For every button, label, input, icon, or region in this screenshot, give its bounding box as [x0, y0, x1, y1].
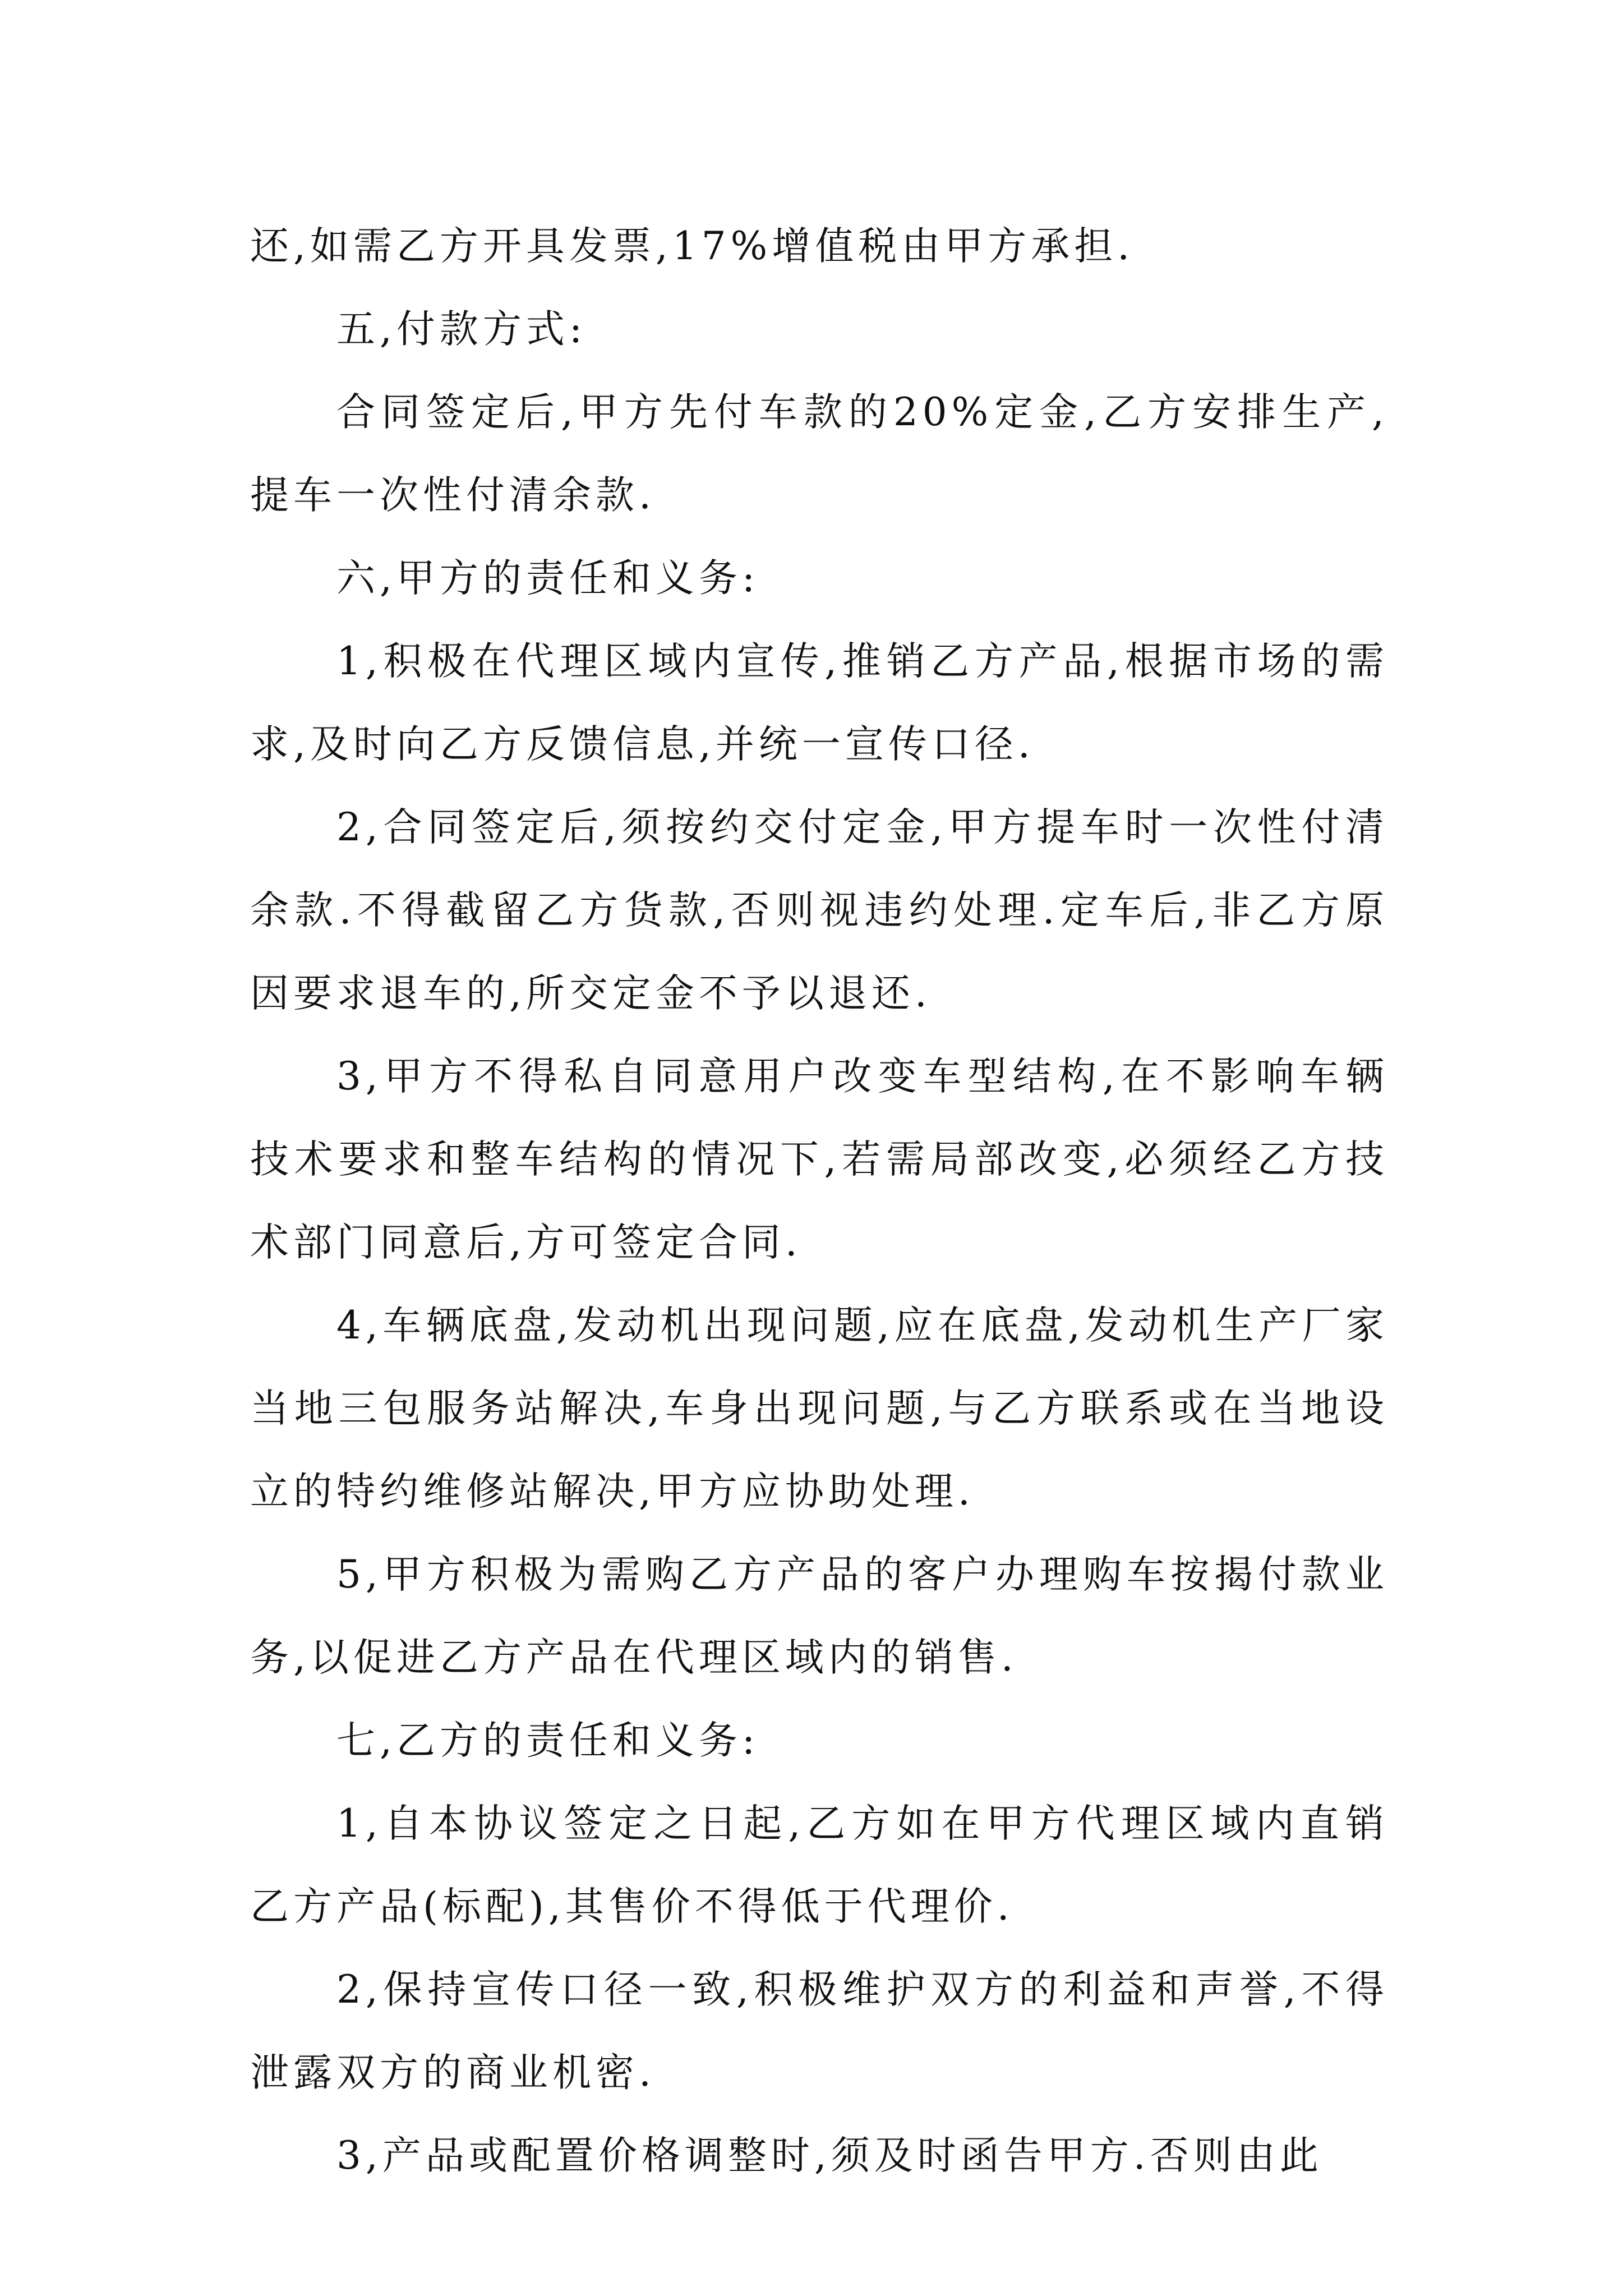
clause-a-4: 4,车辆底盘,发动机出现问题,应在底盘,发动机生产厂家当地三包服务站解决,车身出现问题,与乙方联系或在当地设立的特约维修站解决,甲方应协助处理.	[250, 1303, 1389, 1514]
section-heading-party-a: 六,甲方的责任和义务:	[336, 556, 760, 601]
clause-a-2: 2,合同签定后,须按约交付定金,甲方提车时一次性付清余款.不得截留乙方货款,否则视违约处理.定车后,非乙方原因要求退车的,所交定金不予以退还.	[250, 805, 1389, 1016]
section-heading-party-b: 七,乙方的责任和义务:	[336, 1718, 760, 1763]
section-heading-payment: 五,付款方式:	[336, 307, 587, 352]
clause-b-2: 2,保持宣传口径一致,积极维护双方的利益和声誉,不得泄露双方的商业机密.	[250, 1967, 1389, 2095]
clause-a-1: 1,积极在代理区域内宣传,推销乙方产品,根据市场的需求,及时向乙方反馈信息,并统一宣传口径.	[250, 639, 1389, 767]
clause-a-5: 5,甲方积极为需购乙方产品的客户办理购车按揭付款业务,以促进乙方产品在代理区域内的销售.	[250, 1552, 1389, 1680]
document-body	[250, 205, 1389, 2197]
clause-a-3: 3,甲方不得私自同意用户改变车型结构,在不影响车辆技术要求和整车结构的情况下,若需局部改变,必须经乙方技术部门同意后,方可签定合同.	[250, 1054, 1389, 1265]
clause-b-1: 1,自本协议签定之日起,乙方如在甲方代理区域内直销乙方产品(标配),其售价不得低于代理价.	[250, 1801, 1389, 1929]
paragraph-payment-terms: 合同签定后,甲方先付车款的20%定金,乙方安排生产,提车一次性付清余款.	[250, 390, 1389, 518]
paragraph-continuation: 还,如需乙方开具发票,17%增值税由甲方承担.	[250, 224, 1135, 269]
clause-b-3: 3,产品或配置价格调整时,须及时函告甲方.否则由此	[336, 2133, 1323, 2178]
